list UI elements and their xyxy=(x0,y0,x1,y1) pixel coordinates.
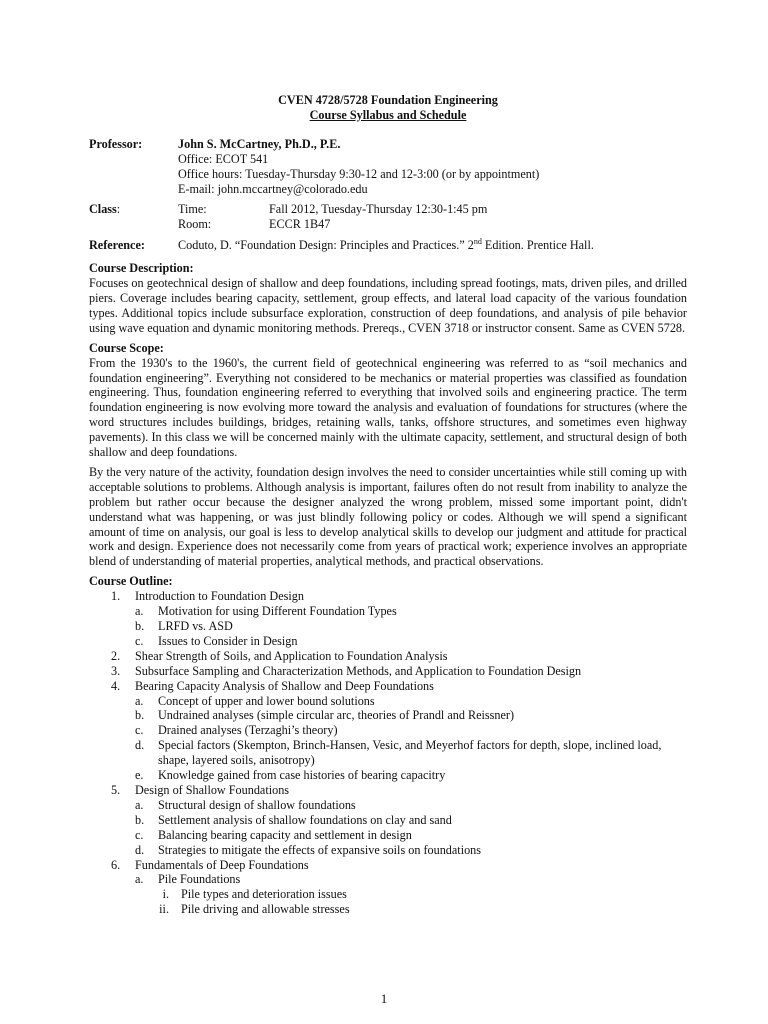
outline-item-number: d. xyxy=(135,738,145,753)
outline-item-text: Drained analyses (Terzaghi’s theory) xyxy=(158,723,338,738)
course-scope-heading: Course Scope: xyxy=(89,340,164,355)
outline-item-text: Issues to Consider in Design xyxy=(158,633,298,648)
outline-item-text: Special factors (Skempton, Brinch-Hansen, Vesic, and Meyerhof factors for depth, slope, inclined load, shape, layered soils, anisotropy) xyxy=(158,738,662,768)
reference-label: Reference: xyxy=(89,238,145,253)
outline-item-number: a. xyxy=(135,693,144,708)
professor-hours: Office hours: Tuesday-Thursday 9:30-12 and 12-3:00 (or by appointment) xyxy=(178,166,540,181)
outline-item-text: Balancing bearing capacity and settlement in design xyxy=(158,827,412,842)
professor-email: E-mail: john.mccartney@colorado.edu xyxy=(178,181,368,196)
outline-item-text: Strategies to mitigate the effects of expansive soils on foundations xyxy=(158,842,482,857)
outline-item-number: a. xyxy=(135,604,144,619)
outline-item-number: ii. xyxy=(159,902,169,917)
outline-item xyxy=(89,902,687,917)
reference-block xyxy=(89,238,687,253)
course-description-heading: Course Description: xyxy=(89,261,194,276)
outline-item-number: a. xyxy=(135,797,144,812)
outline-item xyxy=(89,634,687,649)
outline-item-text: Knowledge gained from case histories of bearing capacitry xyxy=(158,768,446,783)
reference-text: Coduto, D. “Foundation Design: Principles and Practices.” 2nd Edition. Prentice Hall. xyxy=(178,237,594,253)
outline-item xyxy=(89,723,687,738)
outline-item-number: d. xyxy=(135,842,145,857)
page-number: 1 xyxy=(380,991,388,1006)
course-outline-list xyxy=(89,589,687,917)
outline-item-text: Shear Strength of Soils, and Application to Foundation Analysis xyxy=(135,648,448,663)
outline-item-number: c. xyxy=(135,633,144,648)
outline-item-text: Bearing Capacity Analysis of Shallow and Deep Foundations xyxy=(135,678,434,693)
outline-item-text: Design of Shallow Foundations xyxy=(135,782,290,797)
course-scope-paragraph-2: By the very nature of the activity, foundation design involves the need to consider uncertainties while still coming up with acceptable solutions to problems. Although analysis is important, failures often do not result from inability to analyze the problem but rather occur because the designer analyzed the wrong problem, missed some important point, didn't understand what was happening, or was just blindly following policy or codes. Although we will spend a significant amount of time on analysis, our goal is less to develop analytical skills to develop our judgment and attitude for practical work and design. Experience does not necessarily come from years of practical work; experience involves an appropriate blend of understanding of material properties, analytical methods, and practical observations. xyxy=(89,464,687,569)
document-title: CVEN 4728/5728 Foundation Engineering xyxy=(278,93,498,107)
outline-item-text: LRFD vs. ASD xyxy=(158,619,233,633)
course-scope-paragraph-1: From the 1930's to the 1960's, the current field of geotechnical engineering was referred to as “soil mechanics and foundation engineering”. Everything not considered to be mechanics or material properties was classified as foundation engineering. Thus, foundation engineering referred to everything that involved soils and engineering practice. The term foundation engineering is now evolving more toward the analysis and evaluation of foundations for structures (where the word structures includes buildings, bridges, retaining walls, tanks, offshore structures, and sometimes even highway pavements). In this class we will be concerned mainly with the ultimate capacity, settlement, and structural design of both shallow and deep foundations. xyxy=(89,355,687,460)
outline-item xyxy=(89,664,687,679)
outline-item xyxy=(89,798,687,813)
outline-item xyxy=(89,738,687,768)
class-label: Class: xyxy=(89,202,121,217)
professor-label: Professor: xyxy=(89,136,143,151)
outline-item xyxy=(89,649,687,664)
class-time-label: Time: xyxy=(178,202,207,217)
outline-item-number: e. xyxy=(135,768,144,783)
class-room-value: ECCR 1B47 xyxy=(269,217,331,232)
outline-item-number: 4. xyxy=(111,678,121,693)
outline-item xyxy=(89,843,687,858)
outline-item-number: b. xyxy=(135,708,145,723)
outline-item-number: b. xyxy=(135,619,145,633)
outline-item xyxy=(89,694,687,709)
outline-item-number: 2. xyxy=(111,648,121,663)
outline-item-text: Structural design of shallow foundations xyxy=(158,797,356,812)
outline-item xyxy=(89,872,687,887)
outline-item xyxy=(89,604,687,619)
outline-item-text: Undrained analyses (simple circular arc, theories of Prandl and Reissner) xyxy=(158,708,515,723)
outline-item-text: Pile Foundations xyxy=(158,872,241,887)
outline-item-text: Subsurface Sampling and Characterization Methods, and Application to Foundation Design xyxy=(135,663,582,678)
syllabus-page xyxy=(89,93,687,917)
outline-item xyxy=(89,887,687,902)
outline-item-number: c. xyxy=(135,723,144,738)
course-outline-heading: Course Outline: xyxy=(89,574,173,589)
outline-item-text: Pile driving and allowable stresses xyxy=(181,902,350,917)
outline-item xyxy=(89,619,687,634)
outline-item-number: b. xyxy=(135,812,145,827)
outline-item xyxy=(89,708,687,723)
document-subtitle: Course Syllabus and Schedule xyxy=(309,107,467,122)
outline-item-text: Pile types and deterioration issues xyxy=(181,887,347,902)
outline-item-number: c. xyxy=(135,827,144,842)
outline-item-number: 3. xyxy=(111,663,121,678)
outline-item-number: 6. xyxy=(111,857,121,872)
outline-item xyxy=(89,813,687,828)
outline-item xyxy=(89,768,687,783)
class-room-label: Room: xyxy=(178,217,212,232)
class-block xyxy=(89,202,687,232)
outline-item xyxy=(89,679,687,694)
outline-item-number: i. xyxy=(162,887,169,902)
course-description-text: Focuses on geotechnical design of shallow and deep foundations, including spread footings, mats, driven piles, and drilled piers. Coverage includes bearing capacity, settlement, group effects, and lateral load capacity of the various foundation types. Additional topics include subsurface exploration, construction of deep foundations, and analysis of pile behavior using wave equation and dynamic monitoring methods. Prereqs., CVEN 3718 or instructor consent. Same as CVEN 5728. xyxy=(89,276,687,335)
professor-office: Office: ECOT 541 xyxy=(178,151,269,166)
outline-item xyxy=(89,828,687,843)
outline-item xyxy=(89,858,687,873)
outline-item xyxy=(89,589,687,604)
outline-item-number: a. xyxy=(135,872,144,887)
professor-block xyxy=(89,137,687,197)
outline-item-text: Concept of upper and lower bound solutions xyxy=(158,693,375,708)
outline-item-number: 5. xyxy=(111,782,121,797)
outline-item-text: Introduction to Foundation Design xyxy=(135,589,304,604)
class-time-value: Fall 2012, Tuesday-Thursday 12:30-1:45 pm xyxy=(269,202,488,217)
outline-item xyxy=(89,783,687,798)
outline-item-number: 1. xyxy=(111,589,121,604)
outline-item-text: Settlement analysis of shallow foundations on clay and sand xyxy=(158,812,452,827)
professor-name: John S. McCartney, Ph.D., P.E. xyxy=(178,136,341,151)
outline-item-text: Motivation for using Different Foundation Types xyxy=(158,604,397,619)
outline-item-text: Fundamentals of Deep Foundations xyxy=(135,857,309,872)
